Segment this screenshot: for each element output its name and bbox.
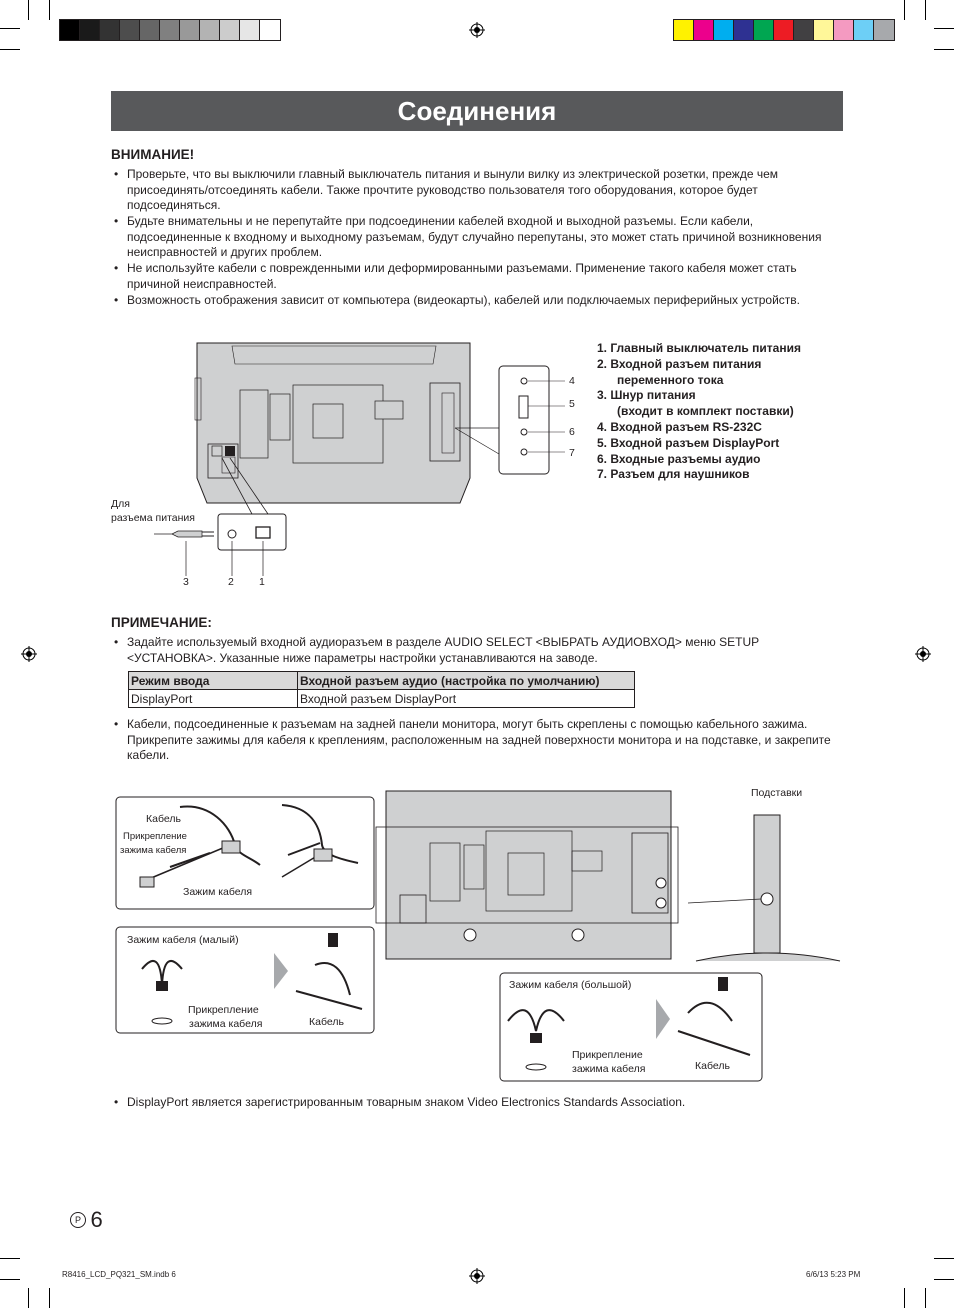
connector-item: 3. Шнур питания (597, 388, 696, 403)
warning-bullet: • Будьте внимательны и не перепутайте при подсоединении кабелей входной и выходной разъемы. Если кабели, подсоединенные к входному и выходному разъемам, будут случайно перепутаны, это может стать причиной возникновения неисправностей и других проблем. (111, 214, 836, 261)
registration-mark-icon (469, 1268, 485, 1284)
registration-mark-icon (21, 646, 37, 662)
connector-item: 2. Входной разъем питания (597, 356, 762, 371)
page-number-value: 6 (90, 1207, 103, 1232)
label-stand: Подставки (751, 787, 803, 799)
calibration-swatch (754, 20, 774, 40)
note-bullet-text: DisplayPort является зарегистрированным товарным знаком Video Electronics Standards Association. (127, 1095, 686, 1109)
table-cell: Входной разъем DisplayPort (298, 690, 635, 708)
audio-input-table (128, 671, 635, 708)
calibration-swatch (714, 20, 734, 40)
page-title: Соединения (397, 96, 557, 126)
note-heading: ПРИМЕЧАНИЕ: (111, 615, 212, 630)
crop-mark (934, 1258, 954, 1259)
warning-bullet: • Проверьте, что вы выключили главный выключатель питания и вынули вилку из электрической розетки, прежде чем присоединять/отсоединять кабели. Также прочтите руководство пользователя того оборудования, которое будет подсоединяться. (111, 167, 836, 214)
connector-item: 7. Разъем для наушников (597, 467, 750, 482)
crop-mark (934, 1279, 954, 1280)
callout-number: 7 (569, 447, 575, 459)
table-header: Входной разъем аудио (настройка по умолчанию) (298, 672, 635, 690)
calibration-swatch (854, 20, 874, 40)
warning-bullet-text: Будьте внимательны и не перепутайте при подсоединении кабелей входной и выходной разъемы. Если кабели, подсоединенные к входному и выходному разъемам, будут случайно перепутаны, это может стать причиной возникновения неисправностей и других проблем. (127, 214, 822, 260)
warning-bullet-text: Проверьте, что вы выключили главный выключатель питания и вынули вилку из электрической розетки, прежде чем присоединять/отсоединять кабели. Также прочтите руководство пользователя того оборудования, которое будет подсоединяться. (127, 167, 778, 213)
note-bullet: • DisplayPort является зарегистрированным товарным знаком Video Electronics Standards Association. (111, 1095, 836, 1111)
calibration-swatch (200, 20, 220, 40)
note-bullet: • Задайте используемый входной аудиоразъем в разделе AUDIO SELECT <ВЫБРАТЬ АУДИОВХОД> меню SETUP <УСТАНОВКА>. Указанные ниже параметры настройки устанавливаются на заводе. (111, 635, 836, 666)
footer-file: R8416_LCD_PQ321_SM.indb 6 (62, 1270, 176, 1279)
calibration-swatch (120, 20, 140, 40)
label-mount: зажима кабеля (572, 1063, 646, 1075)
warning-bullet-text: Не используйте кабели с поврежденными или деформированными разъемами. Применение такого кабеля может стать причиной неисправностей. (127, 261, 797, 291)
calibration-swatch (260, 20, 280, 40)
registration-mark-icon (469, 22, 485, 38)
note-bullet-line: Кабели, подсоединенные к разъемам на задней панели монитора, могут быть скреплены с помощью кабельного зажима. (127, 717, 808, 731)
label-mount: Прикрепление (188, 1004, 259, 1016)
crop-mark (49, 0, 50, 20)
warning-heading: ВНИМАНИЕ! (111, 147, 195, 162)
note-bullet: • Кабели, подсоединенные к разъемам на задней панели монитора, могут быть скреплены с помощью кабельного зажима. Прикрепите зажимы для кабеля к креплениям, расположенным на задней поверхности монитора и на подставке, и закрепите кабели. (111, 717, 836, 764)
callout-number: 1 (259, 576, 265, 588)
label-mount: Прикрепление (123, 831, 187, 842)
table-header: Режим ввода (129, 672, 298, 690)
calibration-swatch (100, 20, 120, 40)
page-title-bar (111, 91, 843, 131)
label-cable: Кабель (695, 1060, 730, 1072)
calibration-swatch (694, 20, 714, 40)
crop-mark (904, 0, 905, 20)
calibration-swatch (240, 20, 260, 40)
table-cell: DisplayPort (129, 690, 298, 708)
connector-item: 4. Входной разъем RS-232C (597, 419, 762, 434)
power-label: Для (111, 498, 130, 510)
callout-number: 6 (569, 426, 575, 438)
callout-number: 4 (569, 375, 575, 387)
calibration-swatch (140, 20, 160, 40)
calibration-swatch (734, 20, 754, 40)
crop-mark (28, 0, 29, 20)
crop-mark (0, 1258, 20, 1259)
connector-list (597, 341, 801, 483)
label-cable: Кабель (146, 813, 181, 825)
table-header-row (129, 672, 635, 690)
crop-mark (0, 1279, 20, 1280)
calibration-swatch (60, 20, 80, 40)
calibration-swatch (874, 20, 894, 40)
note-bullet-text (127, 717, 836, 764)
page-letter-badge: P (70, 1212, 86, 1228)
calibration-swatch (220, 20, 240, 40)
label-mount: Прикрепление (572, 1049, 643, 1061)
label-clamp: Зажим кабеля (183, 886, 253, 898)
crop-mark (0, 28, 20, 29)
calibration-swatch (180, 20, 200, 40)
calibration-swatch (814, 20, 834, 40)
crop-mark (28, 1288, 29, 1308)
label-mount: зажима кабеля (189, 1018, 263, 1030)
table-row (129, 690, 635, 708)
note-bullet-line: Прикрепите зажимы для кабеля к креплениям, расположенным на задней поверхности монитора и на подставке, и закрепите кабели. (127, 732, 831, 763)
calibration-swatch (834, 20, 854, 40)
label-mount: зажима кабеля (120, 845, 187, 856)
connector-item: (входит в комплект поставки) (617, 404, 794, 419)
calibration-swatch (674, 20, 694, 40)
connector-item: 6. Входные разъемы аудио (597, 451, 761, 466)
warning-bullet: • Возможность отображения зависит от компьютера (видеокарты), кабелей или подключаемых периферийных устройств. (111, 293, 836, 309)
callout-number: 2 (228, 576, 234, 588)
crop-mark (925, 0, 926, 20)
crop-mark (934, 28, 954, 29)
connector-item: 1. Главный выключатель питания (597, 341, 801, 355)
crop-mark (904, 1288, 905, 1308)
calibration-swatch (80, 20, 100, 40)
registration-mark-icon (915, 646, 931, 662)
footer-date: 6/6/13 5:23 PM (806, 1270, 861, 1279)
note-bullet-text: Задайте используемый входной аудиоразъем в разделе AUDIO SELECT <ВЫБРАТЬ АУДИОВХОД> меню SETUP <УСТАНОВКА>. Указанные ниже параметры настройки устанавливаются на заводе. (127, 635, 759, 665)
label-cable: Кабель (309, 1016, 344, 1028)
calibration-swatch (774, 20, 794, 40)
page-number (70, 1207, 103, 1233)
warning-bullet-text: Возможность отображения зависит от компьютера (видеокарты), кабелей или подключаемых периферийных устройств. (127, 293, 800, 307)
crop-mark (49, 1288, 50, 1308)
label-clamp-large: Зажим кабеля (большой) (509, 979, 632, 991)
warning-bullet: • Не используйте кабели с поврежденными или деформированными разъемами. Применение такого кабеля может стать причиной неисправностей. (111, 261, 836, 292)
calibration-swatch (794, 20, 814, 40)
connector-item: переменного тока (617, 372, 724, 387)
monitor-rear-diagram (150, 338, 570, 594)
callout-number: 3 (183, 576, 189, 588)
callout-number: 5 (569, 398, 575, 410)
label-clamp-small: Зажим кабеля (малый) (127, 934, 239, 946)
crop-mark (0, 49, 20, 50)
connector-item: 5. Входной разъем DisplayPort (597, 435, 780, 450)
crop-mark (925, 1288, 926, 1308)
calibration-swatch (160, 20, 180, 40)
crop-mark (934, 49, 954, 50)
power-label: разъема питания (111, 512, 195, 524)
